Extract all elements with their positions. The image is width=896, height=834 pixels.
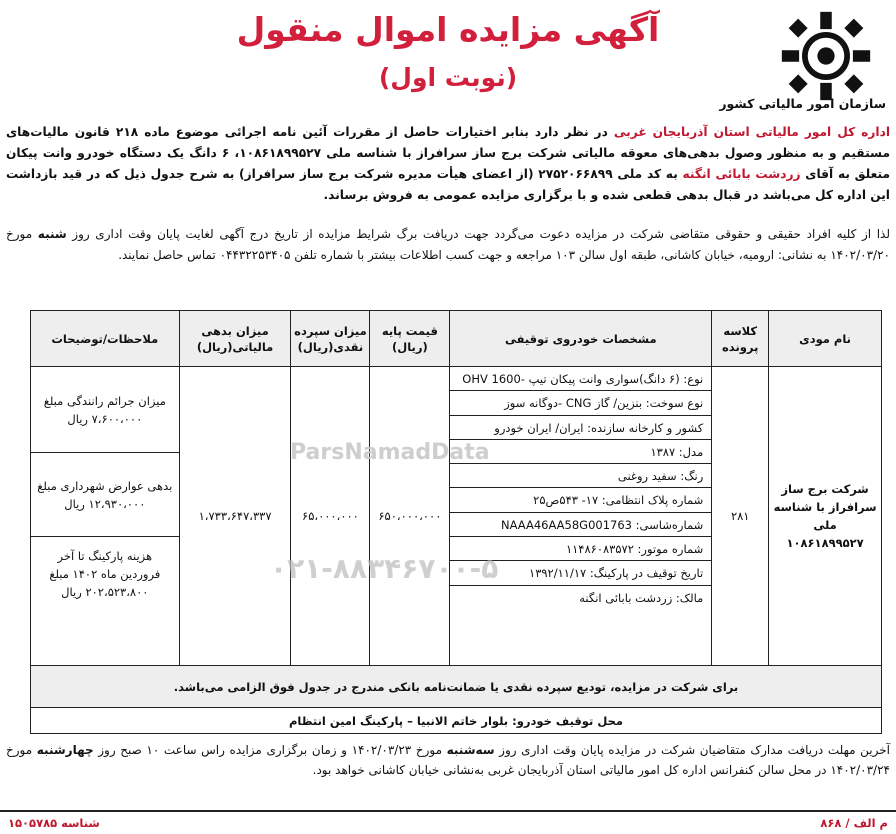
note-parking-fees: هزینه پارکینگ تا آخر فروردین ماه ۱۴۰۲ مبلغ ۲۰۲،۵۲۳،۸۰۰ ریال: [49, 549, 161, 599]
notice-footer: [0, 810, 896, 832]
note-traffic-fines: میزان جرائم رانندگی مبلغ ۷،۶۰۰،۰۰۰ ریال: [31, 367, 179, 453]
intro-text-1: در نظر دارد بنابر اختیارات حاصل از مقررات آئین نامه اجرائی موضوع ماده ۲۱۸ قانون مالیات‌های مستقیم و به منظور وصول بدهی‌های معوقه مالیاتی شرکت برج ساز سرافراز با شناسه ملی ۱۰۸۶۱۸۹۹۵۲۷، ۶ دانگ یک دستگاه خودرو وانت پیکان متعلق به آقای: [6, 125, 890, 181]
intro-paragraph: [6, 122, 890, 206]
header-taxpayer: نام مودی: [769, 311, 882, 367]
intro-owner-name: زردشت بابائی انگنه: [682, 167, 801, 181]
header-base-price: قیمت پایه (ریال): [370, 311, 450, 367]
deposit-note: برای شرکت در مزایده، تودیع سپرده نقدی یا ضمانت‌نامه بانکی مندرج در جدول فوق الزامی می‌باشد.: [31, 666, 882, 708]
watermark-text: ParsNamadData: [290, 440, 490, 465]
call-weekday: شنبه: [37, 227, 67, 241]
footer-id: شناسه ۱۵۰۵۷۸۵: [8, 816, 100, 830]
header-deposit: میزان سپرده نقدی(ریال): [291, 311, 370, 367]
call-text-1: لذا از کلیه افراد حقیقی و حقوقی متقاضی شرکت در مزایده دعوت می‌گردد جهت دریافت برگ شرایط مزایده از تاریخ درج آگهی لغایت پایان وقت اداری روز: [66, 227, 890, 241]
deadline-paragraph: [6, 740, 890, 780]
call-text-2: مورخ ۱۴۰۲/۰۳/۲۰ به نشانی: ارومیه، خیابان کاشانی، طبقه اول سالن ۱۰۳ مراجعه و جهت کسب اطلاعات بیشتر با شماره تلفن ۰۴۴۳۲۲۵۳۴۰۵ تماس حاصل نمایند.: [6, 227, 890, 262]
deposit-note-row: [31, 666, 882, 708]
spec-line: نوع سوخت: بنزین/ گاز CNG -دوگانه سوز: [450, 391, 711, 415]
deadline-text-2: مورخ ۱۴۰۲/۰۳/۲۳ و زمان برگزاری مزایده راس ساعت ۱۰ صبح روز: [93, 743, 447, 757]
spec-line: مالک: زردشت بابائی انگنه: [579, 590, 704, 605]
spec-line: شماره موتور: ۱۱۴۸۶۰۸۳۵۷۲: [450, 537, 711, 561]
spec-line: شماره‌شاسی: NAAA46AA58G001763: [450, 513, 711, 537]
header-notes: ملاحظات/توضیحات: [31, 311, 180, 367]
footer-reference: م الف / ۸۶۸: [820, 816, 888, 830]
cell-notes: [31, 367, 180, 666]
location-note: محل توقیف خودرو: بلوار خاتم الانبیا – پارکینگ امین انتظام: [31, 708, 882, 734]
notice-header: [0, 0, 896, 118]
organization-name: سازمان امور مالیاتی کشور: [719, 96, 886, 111]
header-vehicle-spec: مشخصات خودروی توقیفی: [450, 311, 712, 367]
spec-line: نوع: (۶ دانگ)سواری وانت پیکان تیپ -OHV 1600: [450, 367, 711, 391]
note-municipal-fees: بدهی عوارض شهرداری مبلغ ۱۲،۹۳۰،۰۰۰ ریال: [31, 453, 179, 537]
auction-table: [30, 310, 882, 734]
cell-taxpayer: شرکت برج ساز سرافراز با شناسه ملی ۱۰۸۶۱۸۹۹۵۲۷: [769, 367, 882, 666]
deadline-text-3: مورخ ۱۴۰۲/۰۳/۲۴ در محل سالن کنفرانس اداره کل امور مالیاتی استان آذربایجان غربی به‌نشانی خیابان کاشانی خواهد بود.: [6, 743, 890, 777]
spec-line: کشور و کارخانه سازنده: ایران/ ایران خودرو: [450, 416, 711, 440]
intro-text-2: به کد ملی ۲۷۵۲۰۶۶۸۹۹ (از اعضای هیأت مدیره شرکت برج ساز سرافراز) به شرح جدول ذیل که در قید بازداشت این اداره کل می‌باشد در قبال بدهی قطعی شده و با برگزاری مزایده عمومی به فروش برساند.: [6, 167, 890, 202]
deadline-text-1: آخرین مهلت دریافت مدارک متقاضیان شرکت در مزایده پایان وقت اداری روز: [494, 743, 891, 757]
deadline-weekday-2: چهارشنبه: [36, 743, 94, 757]
watermark-phone: ۰۲۱-۸۸۳۴۶۷۰۰-۵: [270, 552, 499, 585]
notice-subtitle: (نوبت اول): [378, 63, 518, 92]
deadline-weekday-1: سه‌شنبه: [446, 743, 495, 757]
notice-title: آگهی مزایده اموال منقول: [236, 10, 660, 49]
spec-line: مدل: ۱۳۸۷: [450, 440, 711, 464]
spec-line: رنگ: سفید روغنی: [450, 464, 711, 488]
header-tax-debt: میزان بدهی مالیاتی(ریال): [179, 311, 291, 367]
intro-department: اداره کل امور مالیاتی استان آذربایجان غربی: [613, 125, 890, 139]
cell-base-price: ۶۵۰،۰۰۰،۰۰۰: [370, 367, 450, 666]
spec-line: شماره پلاک انتظامی: ۱۷- ۵۴۳ص۲۵: [450, 488, 711, 512]
cell-tax-debt: ۱،۷۳۳،۶۴۷،۳۳۷: [179, 367, 291, 666]
table-row: [31, 367, 882, 666]
table-header-row: [31, 311, 882, 367]
spec-line: تاریخ توقیف در پارکینگ: ۱۳۹۲/۱۱/۱۷: [450, 561, 711, 585]
cell-vehicle-spec: [450, 367, 712, 666]
cell-file-class: ۲۸۱: [712, 367, 769, 666]
call-paragraph: [6, 224, 890, 265]
header-file-class: کلاسه پرونده: [712, 311, 769, 367]
cell-deposit: ۶۵،۰۰۰،۰۰۰: [291, 367, 370, 666]
location-note-row: [31, 708, 882, 734]
